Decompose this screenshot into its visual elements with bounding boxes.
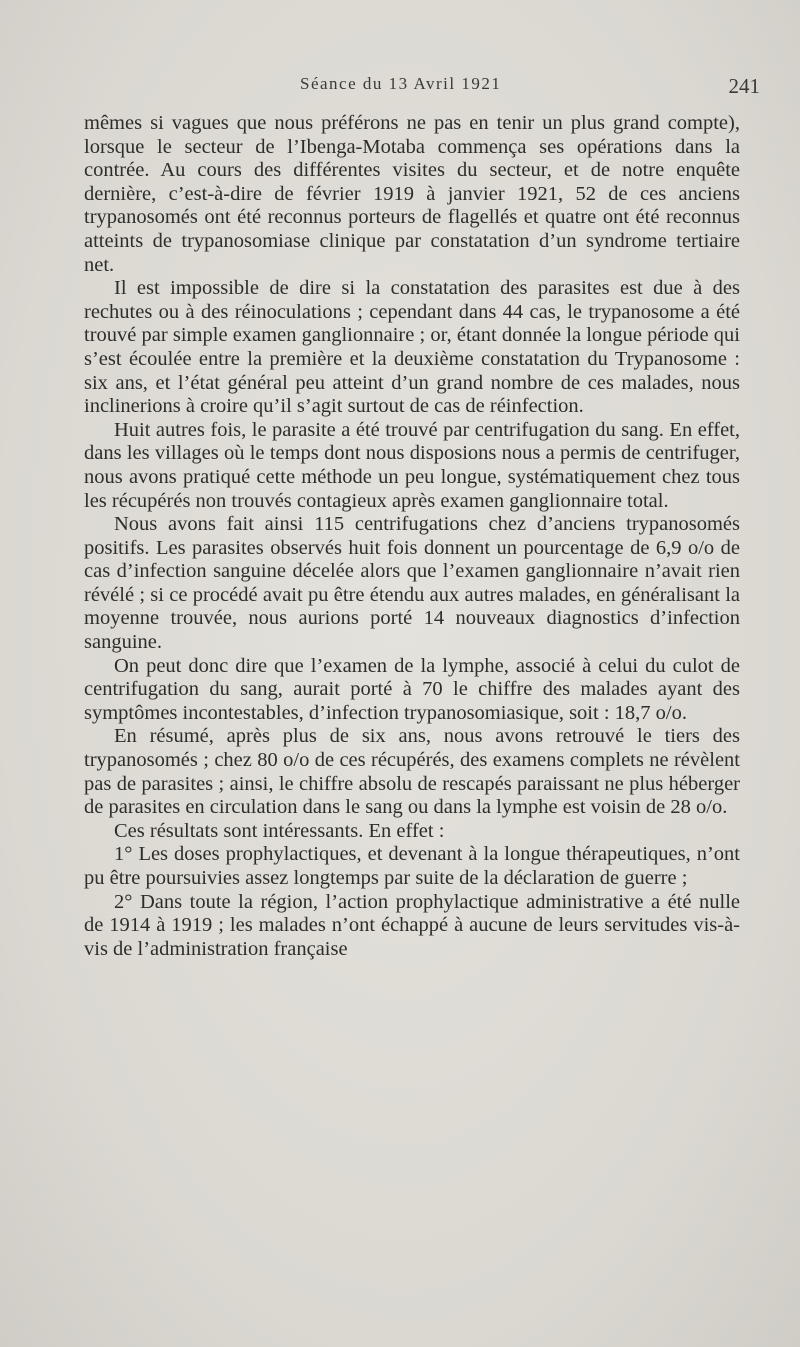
running-title: Séance du 13 Avril 1921 (300, 74, 502, 93)
page-header (100, 70, 760, 104)
body-text (84, 112, 740, 961)
paragraph-9: 2° Dans toute la région, l’action prophylactique administrative a été nulle de 1914 à 1919 ; les malades n’ont échappé à aucune de leurs servitudes vis-à-vis de l’administration française (84, 890, 740, 960)
page-number: 241 (728, 74, 760, 98)
paragraph-6: En résumé, après plus de six ans, nous avons retrouvé le tiers des trypanosomés ; chez 80 o/o de ces récupérés, des examens complets ne révèlent pas de parasites ; ainsi, le chiffre absolu de rescapés paraissant ne plus héberger de parasites en circulation dans le sang ou dans la lymphe est voisin de 28 o/o. (84, 725, 740, 819)
paragraph-5: On peut donc dire que l’examen de la lymphe, associé à celui du culot de centrifugation du sang, aurait porté à 70 le chiffre des malades ayant des symptômes incontestables, d’infection trypanosomiasique, soit : 18,7 o/o. (84, 654, 740, 724)
paragraph-8: 1° Les doses prophylactiques, et devenant à la longue thérapeutiques, n’ont pu être poursuivies assez longtemps par suite de la déclaration de guerre ; (84, 843, 740, 889)
paragraph-2: Il est impossible de dire si la constatation des parasites est due à des rechutes ou à des réinoculations ; cependant dans 44 cas, le trypanosome a été trouvé par simple examen ganglionnaire ; or, étant donnée la longue période qui s’est écoulée entre la première et la deuxième constatation du Trypanosome : six ans, et l’état général peu atteint d’un grand nombre de ces malades, nous inclinerions à croire qu’il s’agit surtout de cas de réinfection. (84, 277, 740, 418)
paragraph-4: Nous avons fait ainsi 115 centrifugations chez d’anciens trypanosomés positifs. Les parasites observés huit fois donnent un pourcentage de 6,9 o/o de cas d’infection sanguine décelée alors que l’examen ganglionnaire n’avait rien révélé ; si ce procédé avait pu être étendu aux autres malades, en généralisant la moyenne trouvée, nous aurions porté 14 nouveaux diagnostics d’infection sanguine. (84, 513, 740, 654)
paragraph-7: Ces résultats sont intéressants. En effet : (114, 819, 445, 842)
paragraph-3: Huit autres fois, le parasite a été trouvé par centrifugation du sang. En effet, dans les villages où le temps dont nous disposions nous a permis de centrifuger, nous avons pratiqué cette méthode un peu longue, systématiquement chez tous les récupérés non trouvés contagieux après examen ganglionnaire total. (84, 418, 740, 512)
paragraph-1: mêmes si vagues que nous préférons ne pas en tenir un plus grand compte), lorsque le secteur de l’Ibenga-Motaba commença ses opérations dans la contrée. Au cours des différentes visites du secteur, et de notre enquête dernière, c’est-à-dire de février 1919 à janvier 1921, 52 de ces anciens trypanosomés ont été reconnus porteurs de flagellés et quatre ont été reconnus atteints de trypanosomiase clinique par constatation d’un syndrome tertiaire net. (84, 112, 740, 276)
